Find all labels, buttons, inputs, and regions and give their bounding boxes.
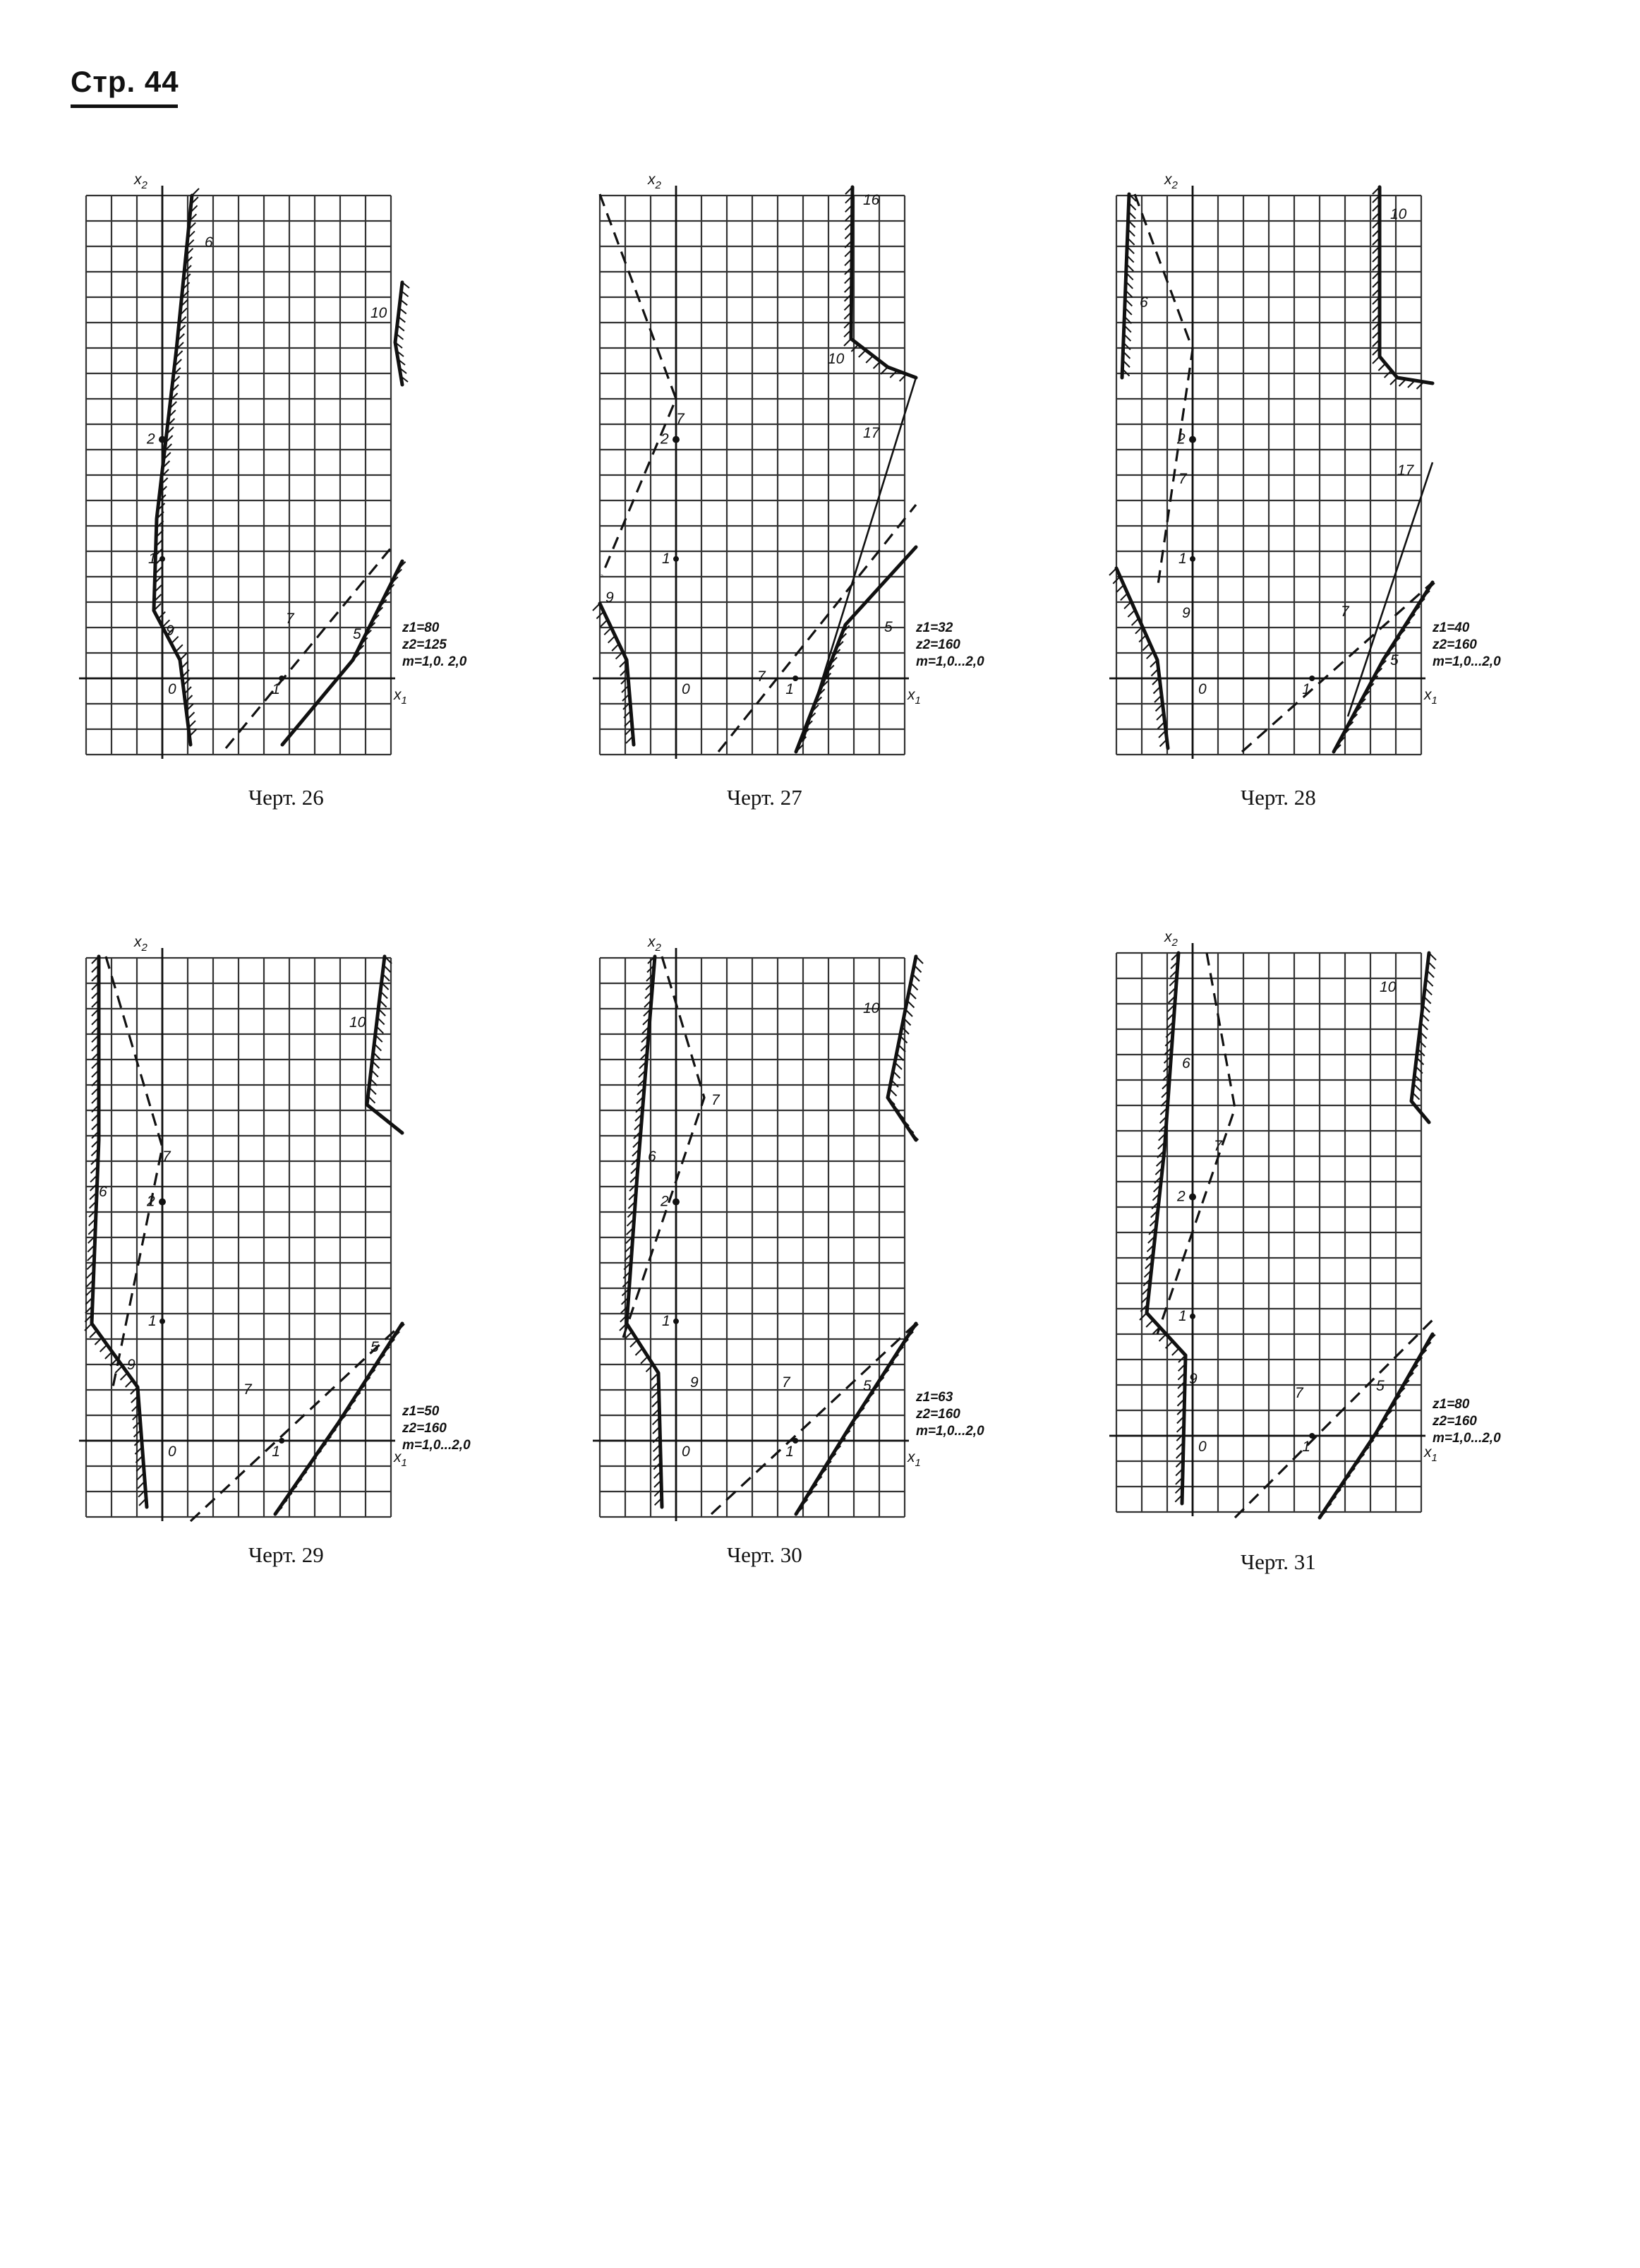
curve-7-upper [1135,194,1193,589]
curve-label: 17 [863,425,880,441]
curve-label: 9 [127,1357,135,1373]
curve-7-upper [623,956,704,1338]
origin-label: 0 [1198,681,1207,697]
curve-label: 7 [676,411,685,427]
parameter-text: z1=32 [916,620,953,635]
hatch-mark [604,628,611,635]
parameter-text: m=1,0...2,0 [916,1424,984,1439]
x1-unit-label: 1 [272,681,280,697]
curve-label: 7 [1214,1138,1222,1154]
blocking-contour-diagram [584,928,1036,1535]
curve-7-lower [1235,1320,1433,1518]
hatch-mark [630,1340,637,1347]
hatch-mark [1172,1348,1179,1355]
origin-label: 0 [168,681,176,697]
curve-5 [275,1324,402,1514]
curve-label: 7 [1178,471,1187,487]
blocking-contour-diagram [584,166,1036,759]
unit-point [1190,1314,1195,1319]
x1-axis-label: $x_1$ [1424,687,1437,707]
contour-16-10 [851,187,916,378]
figure-caption: Черт. 26 [248,785,324,810]
curve-label: 7 [243,1381,252,1398]
unit-point [673,436,680,443]
x1-unit-label: 1 [272,1444,280,1460]
x1-unit-label: 1 [785,681,794,697]
unit-point [673,556,679,562]
hatch-mark [1373,356,1380,364]
curve-7-lower [1242,582,1433,752]
diagram-panel-26 [71,166,522,759]
x2-axis-label: $x_2$ [648,934,661,954]
hatch-mark [900,374,907,381]
curve-label: 10 [863,1000,880,1016]
contour-9 [600,604,634,745]
curve-label: 10 [1380,979,1397,995]
parameter-text: z2=160 [402,1421,447,1436]
parameter-text: z2=160 [916,1407,960,1422]
hatch-mark [180,653,187,660]
origin-label: 0 [682,1444,690,1460]
blocking-contour-diagram [71,166,522,759]
blocking-contour-diagram [71,928,522,1535]
curve-5 [796,547,916,752]
parameter-text: z1=40 [1433,620,1470,635]
x1-unit-label: 1 [1302,681,1310,697]
diagram-panel-29 [71,928,522,1535]
parameter-text: m=1,0. 2,0 [402,654,467,669]
hatch-mark [1378,364,1385,371]
hatch-mark [1117,585,1124,592]
unit-point [159,1319,165,1324]
x2-two-label: 2 [1177,1188,1186,1205]
curve-label: 6 [1140,294,1148,311]
unit-point [673,1199,680,1206]
unit-point [792,676,798,681]
parameter-text: m=1,0...2,0 [1433,654,1501,669]
curve-label: 5 [370,1339,379,1355]
hatch-mark [641,1357,648,1364]
unit-point [1189,1194,1196,1201]
hatch-mark [121,1373,128,1380]
curve-label: 6 [99,1184,107,1200]
x2-two-label: 2 [661,431,669,448]
x2-unit-label: 1 [148,550,157,567]
diagram-panel-30 [584,928,1036,1535]
unit-point [1190,556,1195,562]
curve-label: 10 [370,305,387,321]
unit-point [1309,676,1315,681]
x2-axis-label: $x_2$ [134,172,147,191]
hatch-mark [601,620,608,627]
curve-label: 10 [349,1014,366,1031]
curve-5 [1320,1334,1433,1518]
curve-label: 5 [1390,652,1399,668]
hatch-mark [192,188,199,196]
grid [600,196,905,755]
diagram-content [1109,172,1501,759]
figure-caption: Черт. 30 [727,1542,802,1567]
curve-label: 7 [782,1374,790,1391]
curve-label: 7 [757,668,766,685]
hatch-mark [1121,593,1128,600]
parameter-text: z2=160 [1433,1414,1477,1429]
hatch-mark [1139,635,1146,642]
curve-label: 5 [863,1378,872,1394]
x2-unit-label: 1 [662,550,670,567]
hatch-mark [115,1366,122,1373]
x2-axis-label: $x_2$ [134,934,147,954]
hatch-mark [636,1348,643,1355]
x2-two-label: 2 [147,431,155,448]
hatch-mark [646,1364,653,1372]
curve-label: 17 [1397,462,1414,479]
parameter-text: m=1,0...2,0 [402,1438,471,1453]
figure-caption: Черт. 28 [1241,785,1316,810]
diagram-content [593,172,984,759]
parameter-text: z1=63 [916,1390,953,1405]
curve-label: 5 [884,619,893,635]
x2-two-label: 2 [147,1193,155,1210]
diagram-content [79,172,467,759]
diagram-content [1109,929,1501,1518]
curve-label: 7 [1295,1385,1303,1401]
hatch-mark [1128,610,1135,617]
x2-unit-label: 1 [662,1312,670,1329]
unit-point [1189,436,1196,443]
curve-label: 6 [1182,1055,1190,1072]
curve-7-upper [600,194,676,575]
figure-caption: Черт. 27 [727,785,802,810]
hatch-mark [176,644,183,652]
hatch-mark [100,1345,107,1352]
blocking-contour-diagram [1101,166,1552,759]
curve-label: 9 [1182,605,1190,621]
x1-unit-label: 1 [1302,1439,1310,1455]
diagram-panel-28 [1101,166,1552,759]
parameter-text: m=1,0...2,0 [1433,1431,1501,1446]
page-header [71,65,179,99]
hatch-mark [866,356,873,363]
curve-label: 7 [711,1092,720,1108]
hatch-mark [90,1331,97,1338]
hatch-mark [608,636,615,643]
hatch-mark [1109,568,1116,575]
curve-label: 9 [166,623,174,639]
hatch-mark [593,604,600,611]
curve-label: 9 [1189,1371,1198,1387]
x2-unit-label: 1 [148,1312,157,1329]
parameter-text: z1=80 [1433,1397,1470,1412]
x2-two-label: 2 [1177,431,1186,448]
page-number: Стр. 44 [71,65,179,98]
curve-label: 10 [828,351,845,367]
hatch-mark [1132,618,1139,625]
origin-label: 0 [682,681,690,697]
curve-label: 7 [1341,604,1349,620]
grid [1116,953,1421,1512]
curve-label: 6 [648,1148,656,1165]
x1-axis-label: $x_1$ [1424,1444,1437,1464]
grid [600,958,905,1517]
parameter-text: m=1,0...2,0 [916,654,984,669]
hatch-mark [859,350,866,357]
parameter-text: z1=50 [402,1404,440,1419]
curve-label: 16 [863,192,880,208]
x2-unit-label: 1 [1178,550,1187,567]
hatch-mark [1142,643,1150,650]
figure-caption: Черт. 29 [248,1542,324,1567]
x2-two-label: 2 [661,1193,669,1210]
x2-axis-label: $x_2$ [648,172,661,191]
x1-axis-label: $x_1$ [394,1449,407,1469]
contour-6-9 [92,956,147,1507]
parameter-text: z2=125 [402,637,447,652]
origin-label: 0 [168,1444,176,1460]
x2-unit-label: 1 [1178,1307,1187,1324]
x2-axis-label: $x_2$ [1164,929,1178,949]
curve-label: 7 [162,1148,171,1165]
blocking-contour-diagram [1101,929,1552,1546]
curve-label: 10 [1390,206,1407,222]
diagram-panel-27 [584,166,1036,759]
x1-unit-label: 1 [785,1444,794,1460]
parameter-text: z2=160 [1433,637,1477,652]
curve-label: 9 [605,589,614,606]
x2-axis-label: $x_2$ [1164,172,1178,191]
hatch-mark [1159,1334,1166,1341]
curve-label: 6 [205,234,213,251]
diagram-content [79,934,471,1521]
unit-point [279,1438,284,1444]
curve-label: 7 [286,611,294,627]
origin-label: 0 [1198,1439,1207,1455]
diagram-panel-31 [1101,929,1552,1546]
curve-label: 5 [353,626,361,642]
diagram-content [593,934,984,1521]
hatch-mark [1140,1313,1147,1320]
hatch-mark [612,644,619,651]
x1-axis-label: $x_1$ [394,687,407,707]
curve-label: 9 [690,1374,699,1391]
hatch-mark [1146,1320,1153,1327]
header-underline [71,104,178,108]
unit-point [673,1319,679,1324]
unit-point [159,1199,166,1206]
curve-label: 5 [1376,1378,1385,1394]
figure-caption: Черт. 31 [1241,1549,1316,1574]
x1-axis-label: $x_1$ [908,687,921,707]
hatch-mark [844,339,851,346]
hatch-mark [126,1380,133,1387]
x1-axis-label: $x_1$ [908,1449,921,1469]
parameter-text: z1=80 [402,620,440,635]
parameter-text: z2=160 [916,637,960,652]
